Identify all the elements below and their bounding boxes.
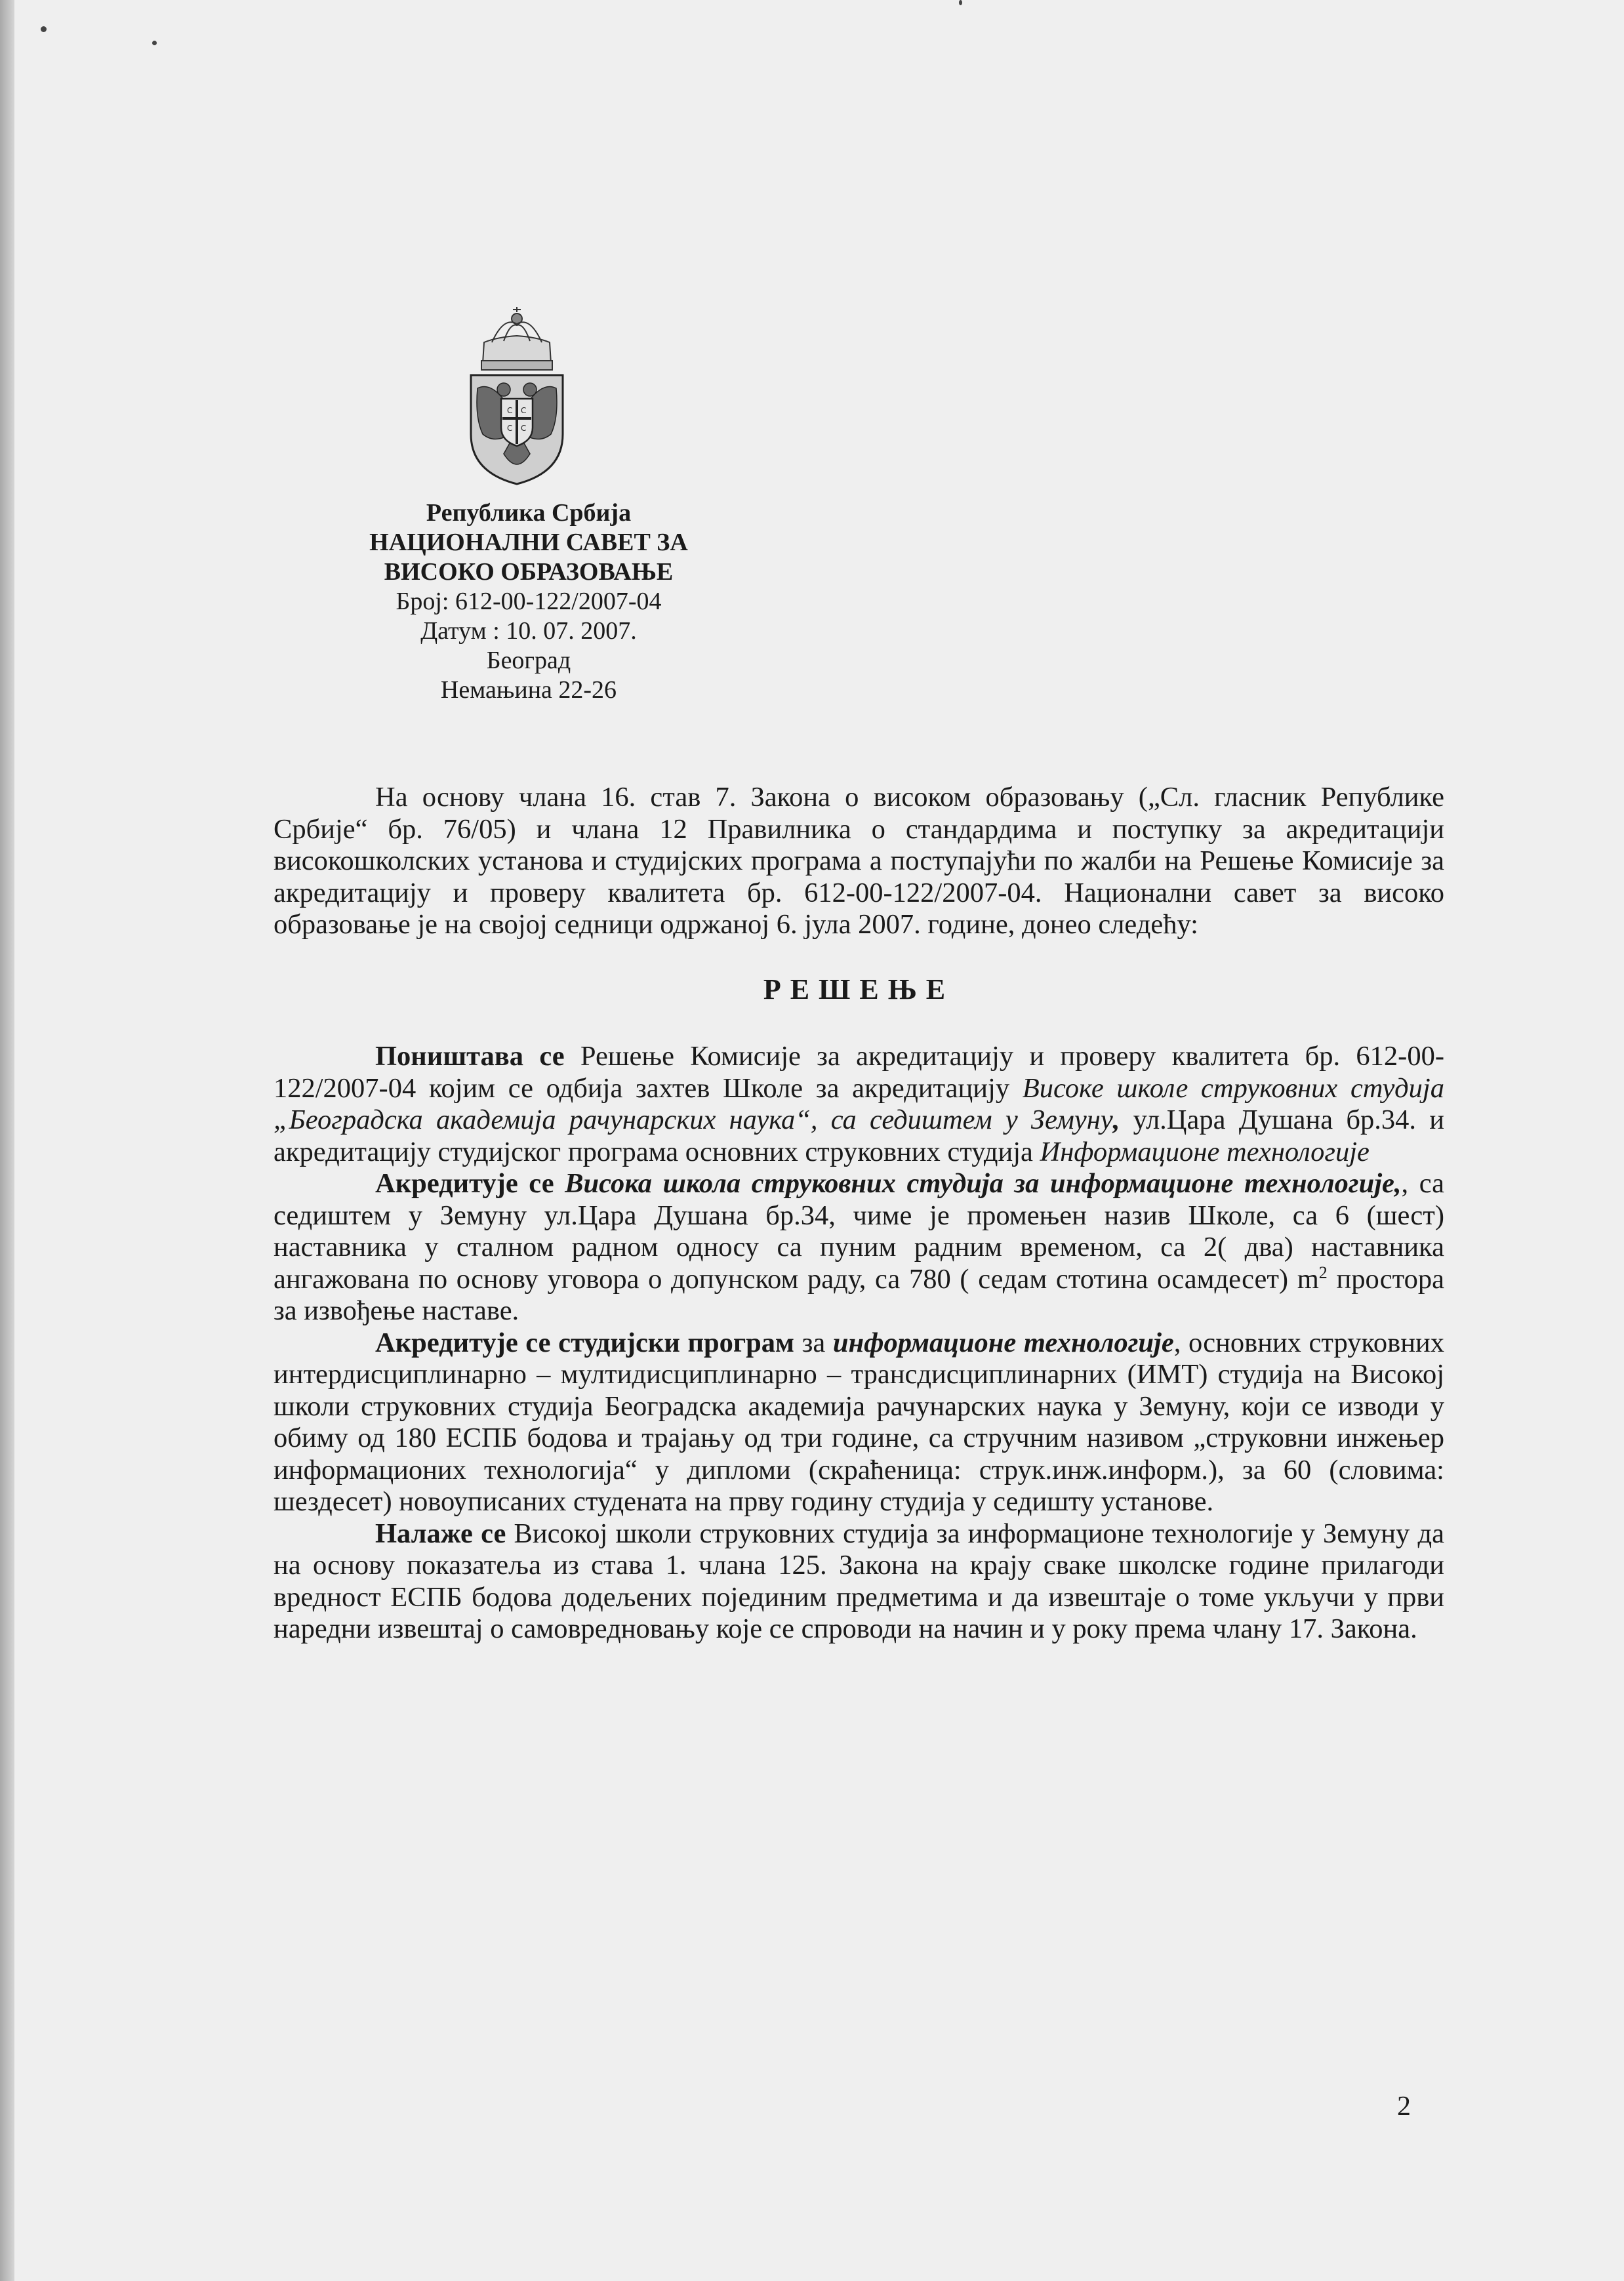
svg-text:С: С bbox=[521, 406, 527, 415]
order-text: Високој школи струковних студија за информационе технологије у Земуну да на основу показатеља из става 1. члана 125. Закона на крају сваке школске године прилагоди вредност ЕСПБ бодова додељених појединим предметима и да извештаје о томе укључи у први наредни извештај о самовредновању које се спроводи на начин и у року према члану 17. Закона. bbox=[274, 1518, 1444, 1644]
paragraph-annulment bbox=[274, 1041, 1444, 1168]
header-republic: Република Србија bbox=[426, 499, 632, 527]
accreditation-school-text-1: , са седиштем у Земуну ул.Цара Душана бр.34, чиме је промењен назив Школе, са 6 (шест) наставника у сталном радном односу са пуним радним временом, са 2( два) наставника ангажована по основу уговора о допунском раду, са 780 ( седам стотина осамдесет) m bbox=[274, 1168, 1445, 1295]
annulment-italic-1: Високе школе струковних студија „Београдска академија рачунарских наука“, са седиштем у Земуну bbox=[274, 1072, 1444, 1135]
page-number: 2 bbox=[1397, 2091, 1411, 2122]
serbia-coat-of-arms-icon bbox=[458, 303, 576, 487]
header-council-line2: ВИСОКО ОБРАЗОВАЊЕ bbox=[384, 558, 674, 586]
accreditation-school-name: Висока школа струковних студија за информационе технологије, bbox=[554, 1168, 1402, 1199]
svg-text:С: С bbox=[521, 424, 527, 433]
document-page bbox=[14, 0, 1624, 2281]
header-city: Београд bbox=[486, 647, 571, 674]
svg-text:С: С bbox=[507, 424, 513, 433]
scan-speck bbox=[959, 0, 962, 5]
accreditation-program-lead: Акредитује се студијски програм bbox=[375, 1327, 794, 1358]
svg-text:С: С bbox=[507, 406, 513, 415]
accreditation-school-lead: Акредитује се bbox=[375, 1168, 554, 1199]
paragraph-accreditation-program bbox=[274, 1327, 1444, 1518]
paragraph-order bbox=[274, 1518, 1444, 1645]
order-lead: Налаже се bbox=[375, 1518, 506, 1549]
header-number: Број: 612-00-122/2007-04 bbox=[396, 588, 662, 615]
header-date: Датум : 10. 07. 2007. bbox=[420, 617, 637, 645]
scan-speck bbox=[41, 26, 47, 32]
scan-left-edge bbox=[0, 0, 14, 2281]
accreditation-school-text-2: простора за извођење наставе. bbox=[274, 1263, 1444, 1326]
header-address: Немањина 22-26 bbox=[440, 676, 617, 704]
accreditation-program-text-2: , основних струковних интердисциплинарно – мултидисциплинарно – трансдисциплинарних (ИМТ) студија на Високој школи струковних студија Београдска академија рачунарских наука у Земуну, који се изводи у обиму од 180 ЕСПБ бодова и трајању од три године, са стручним називом „струковни инжењер информационих технологија“ у дипломи (скраћеница: струк.инж.информ.), за 60 (словима: шездесет) новоуписаних студената на прву годину студија у седишту установе. bbox=[274, 1327, 1444, 1517]
annulment-comma: , bbox=[1112, 1104, 1120, 1135]
accreditation-program-text-1: за bbox=[794, 1327, 833, 1358]
scan-speck bbox=[152, 41, 157, 45]
annulment-text-2: ул.Цара Душана бр.34. и акредитацију студијског програма основних струковних студија bbox=[274, 1104, 1444, 1167]
document-body bbox=[274, 782, 1444, 1645]
decision-title: РЕШЕЊЕ bbox=[763, 973, 955, 1005]
annulment-italic-2: Информационе технологије bbox=[1040, 1136, 1370, 1167]
paragraph-accreditation-school bbox=[274, 1168, 1444, 1327]
accreditation-school-sup: 2 bbox=[1318, 1262, 1328, 1282]
header-council-line1: НАЦИОНАЛНИ САВЕТ ЗА bbox=[369, 529, 688, 556]
annulment-lead: Поништава се bbox=[375, 1041, 565, 1072]
intro-paragraph: На основу члана 16. став 7. Закона о високом образовању („Сл. гласник Републике Србије“ бр. 76/05) и члана 12 Правилника о стандардима и поступку за акредитацији високошколских установа и студијских програма а поступајући по жалби на Решење Комисије за акредитацију и проверу квалитета бр. 612-00-122/2007-04. Национални савет за високо образовање је на својој седници одржаној 6. јула 2007. године, донео следећу: bbox=[274, 782, 1444, 940]
letterhead bbox=[266, 498, 791, 705]
accreditation-program-name: информационе технологије bbox=[832, 1327, 1174, 1358]
annulment-text-1: Решење Комисије за акредитацију и проверу квалитета бр. 612-00-122/2007-04 којим се одбија захтев Школе за акредитацију bbox=[274, 1041, 1444, 1104]
